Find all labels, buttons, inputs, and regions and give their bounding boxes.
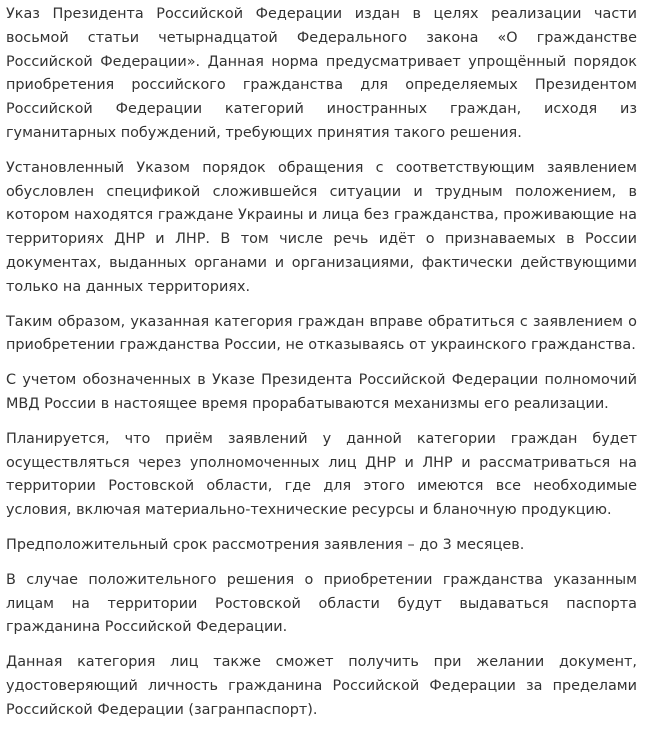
paragraph: Планируется, что приём заявлений у данной категории граждан будет осуществляться через уполномоченных лиц ДНР и ЛНР и рассматриваться на территории Ростовской области, где для этого имеются все необходимые условия, включая материально-технические ресурсы и бланочную продукцию. xyxy=(6,430,637,519)
paragraph: С учетом обозначенных в Указе Президента Российской Федерации полномочий МВД России в настоящее время прорабатываются механизмы его реализации. xyxy=(6,372,637,412)
paragraph: Указ Президента Российской Федерации издан в целях реализации части восьмой статьи четырнадцатой Федерального закона «О гражданстве Российской Федерации». Данная норма предусматривает упрощённый порядок приобретения российского гражданства для определяемых Президентом Российской Федерации категорий иностранных граждан, исходя из гуманитарных побуждений, требующих принятия такого решения. xyxy=(6,6,637,141)
paragraph: Данная категория лиц также сможет получить при желании документ, удостоверяющий личность гражданина Российской Федерации за пределами Российской Федерации (загранпаспорт). xyxy=(6,654,637,718)
paragraph: В случае положительного решения о приобретении гражданства указанным лицам на территории Ростовской области будут выдаваться паспорта гражданина Российской Федерации. xyxy=(6,571,637,636)
paragraph: Таким образом, указанная категория граждан вправе обратиться с заявлением о приобретении гражданства России, не отказываясь от украинского гражданства. xyxy=(6,313,637,354)
paragraph: Установленный Указом порядок обращения с соответствующим заявлением обусловлен спецификой сложившейся ситуации и трудным положением, в котором находятся граждане Украины и лица без гражданства, проживающие на территориях ДНР и ЛНР. В том числе речь идёт о признаваемых в России документах, выданных органами и организациями, фактически действующими только на данных территориях. xyxy=(6,159,637,295)
paragraph: Предположительный срок рассмотрения заявления – до 3 месяцев. xyxy=(6,536,525,553)
